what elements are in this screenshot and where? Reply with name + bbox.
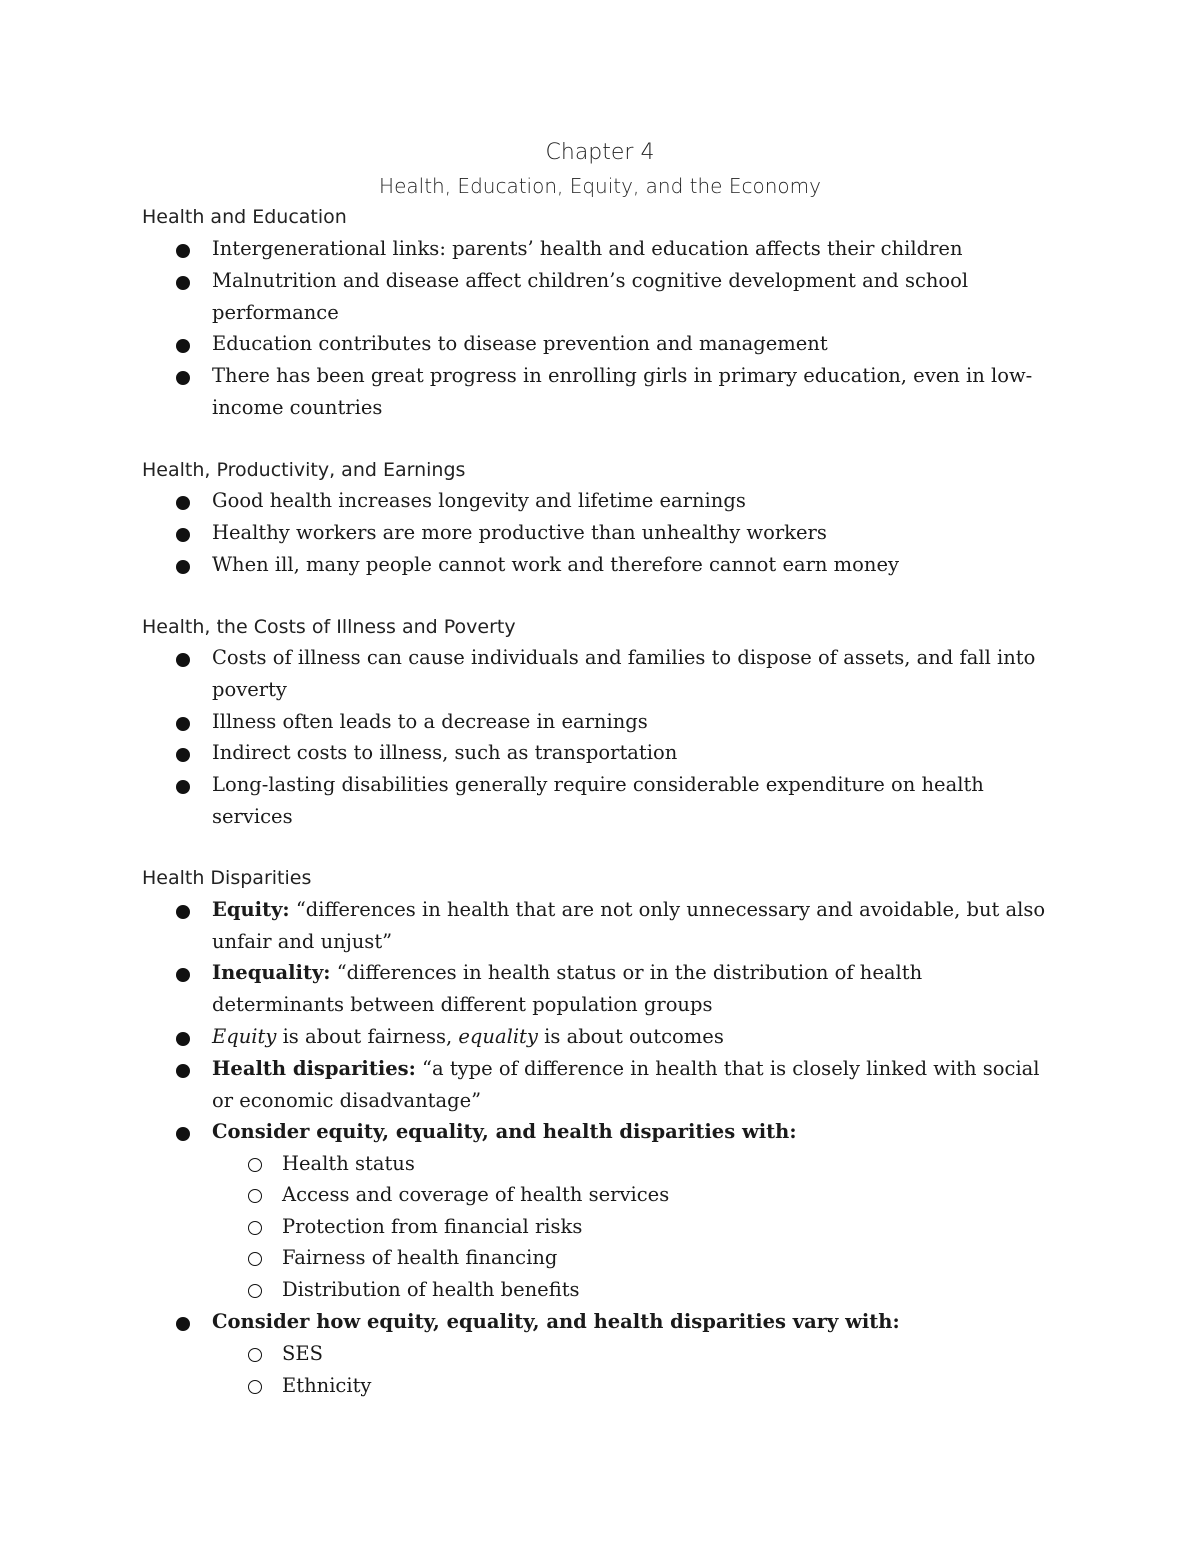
list-item-inequality: [176, 957, 1056, 1020]
bullet-icon: [176, 339, 190, 353]
hollow-bullet-icon: [248, 1380, 262, 1394]
list-item: Indirect costs to illness, such as transportation: [176, 737, 1056, 769]
list-item: There has been great progress in enrolling girls in primary education, even in low-income countries: [176, 360, 1056, 423]
term-health-disparities: Health disparities:: [212, 1057, 416, 1080]
sub-list-item: SES: [248, 1338, 1048, 1370]
hollow-bullet-icon: [248, 1348, 262, 1362]
hollow-bullet-icon: [248, 1221, 262, 1235]
list-item-consider-vary: Consider how equity, equality, and health disparities vary with:: [176, 1306, 1056, 1338]
list-item: When ill, many people cannot work and therefore cannot earn money: [176, 549, 1056, 581]
list-item-equity: [176, 894, 1056, 957]
sub-list-item: Distribution of health benefits: [248, 1274, 1048, 1306]
list-item: Illness often leads to a decrease in earnings: [176, 706, 1056, 738]
list-item: Good health increases longevity and lifetime earnings: [176, 485, 1056, 517]
section-heading-disparities: Health Disparities: [142, 867, 312, 889]
definition-health-disparities: “a type of difference in health that is closely linked with social or economic disadvantage”: [212, 1057, 1040, 1112]
section-heading-productivity: Health, Productivity, and Earnings: [142, 459, 466, 481]
list-item: Education contributes to disease prevention and management: [176, 328, 1056, 360]
list-item: Costs of illness can cause individuals and families to dispose of assets, and fall into poverty: [176, 642, 1056, 705]
bullet-icon: [176, 653, 190, 667]
section-heading-health-education: Health and Education: [142, 206, 347, 228]
bullet-icon: [176, 968, 190, 982]
term-equality-italic: equality: [458, 1025, 538, 1048]
term-inequality: Inequality:: [212, 961, 331, 984]
sub-list-item: Protection from financial risks: [248, 1211, 1048, 1243]
hollow-bullet-icon: [248, 1252, 262, 1266]
list-item: Healthy workers are more productive than unhealthy workers: [176, 517, 1056, 549]
definition-inequality: “differences in health status or in the distribution of health determinants between different population groups: [212, 961, 923, 1016]
bullet-icon: [176, 528, 190, 542]
list-item-fairness: Equity is about fairness, equality is about outcomes: [176, 1021, 1056, 1053]
bullet-icon: [176, 905, 190, 919]
list-item: Long-lasting disabilities generally require considerable expenditure on health services: [176, 769, 1056, 832]
page-title: Chapter 4: [545, 140, 655, 165]
bullet-icon: [176, 780, 190, 794]
list-item-disparities: [176, 1053, 1056, 1116]
term-equity: Equity:: [212, 898, 290, 921]
sub-list-item: Health status: [248, 1148, 1048, 1180]
bullet-icon: [176, 244, 190, 258]
hollow-bullet-icon: [248, 1284, 262, 1298]
bullet-icon: [176, 276, 190, 290]
definition-equity: “differences in health that are not only unnecessary and avoidable, but also unfair and unjust”: [212, 898, 1046, 953]
bullet-icon: [176, 748, 190, 762]
bullet-icon: [176, 371, 190, 385]
sub-list-item: Access and coverage of health services: [248, 1179, 1048, 1211]
bullet-icon: [176, 560, 190, 574]
list-item: Intergenerational links: parents’ health and education affects their children: [176, 233, 1056, 265]
bullet-icon: [176, 1064, 190, 1078]
bullet-icon: [176, 717, 190, 731]
bullet-icon: [176, 1032, 190, 1046]
bullet-icon: [176, 496, 190, 510]
term-equity-italic: Equity: [212, 1025, 277, 1048]
sub-list-item: Ethnicity: [248, 1370, 1048, 1402]
bullet-icon: [176, 1317, 190, 1331]
section-heading-costs-illness: Health, the Costs of Illness and Poverty: [142, 616, 516, 638]
bullet-icon: [176, 1127, 190, 1141]
page-subtitle: Health, Education, Equity, and the Economy: [379, 174, 821, 198]
hollow-bullet-icon: [248, 1189, 262, 1203]
sub-list-item: Fairness of health financing: [248, 1242, 1048, 1274]
list-item-consider-with: Consider equity, equality, and health disparities with:: [176, 1116, 1056, 1148]
list-item: Malnutrition and disease affect children’s cognitive development and school performance: [176, 265, 1056, 328]
hollow-bullet-icon: [248, 1158, 262, 1172]
